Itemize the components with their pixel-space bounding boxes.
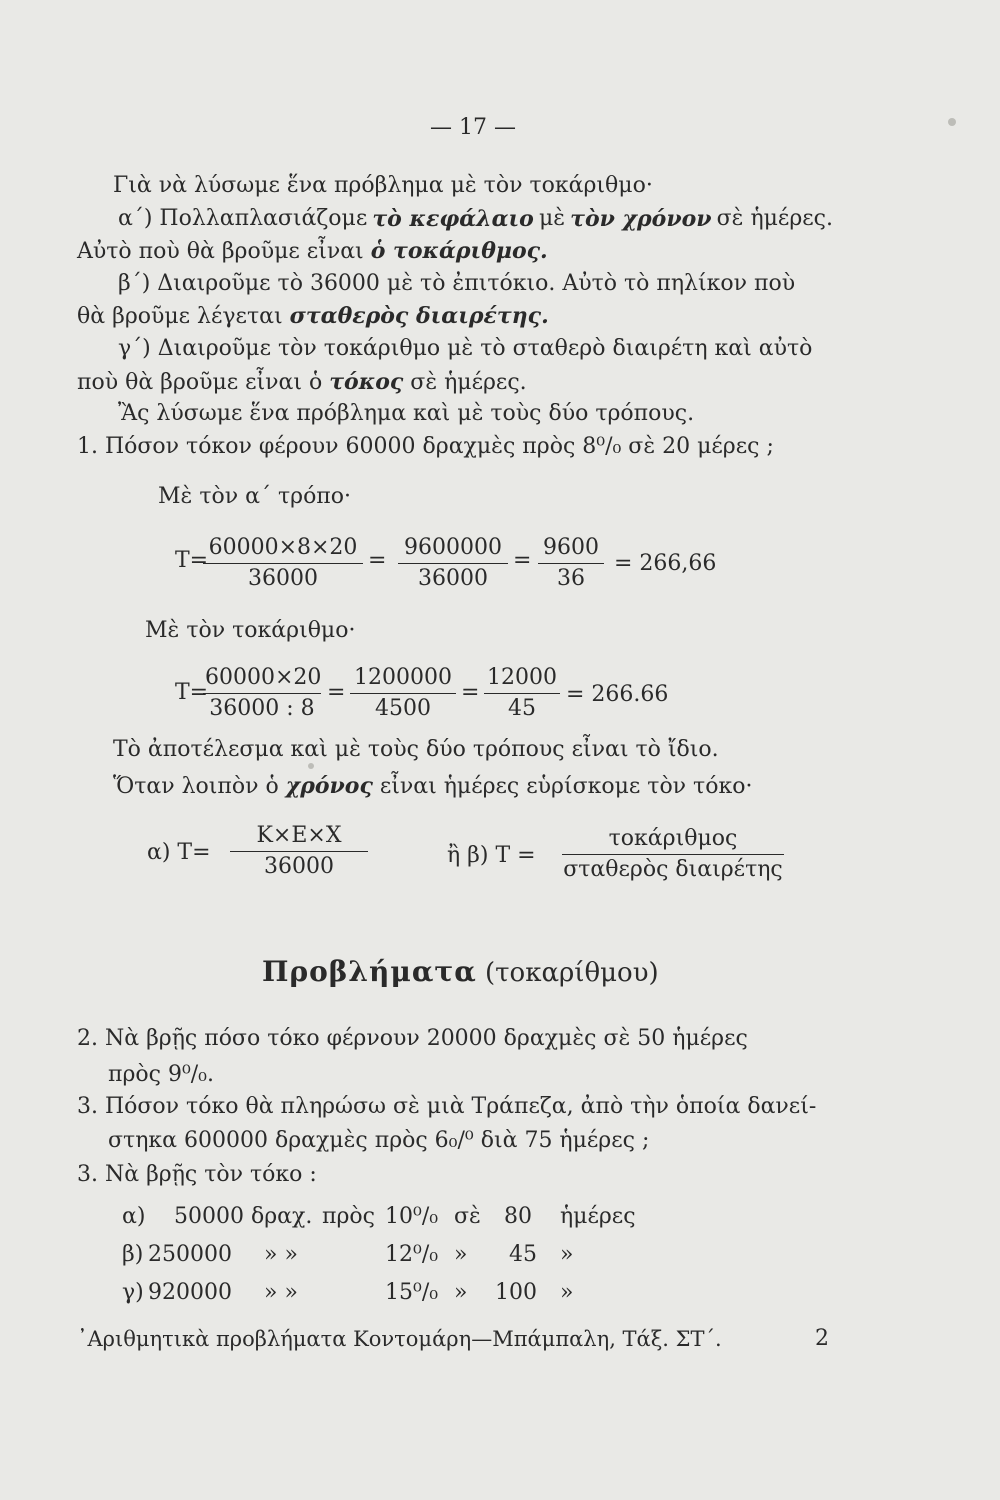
text-line: β΄) Διαιροῦμε τὸ 36000 μὲ τὸ ἐπιτόκιο. Αὐτὸ τὸ πηλίκον ποὺ: [118, 271, 796, 296]
text-line: Τὸ ἀποτέλεσμα καὶ μὲ τοὺς δύο τρόπους εἶναι τὸ ἴδιο.: [113, 737, 719, 762]
emphasis-xronon: τὸν χρόνον: [570, 206, 712, 232]
row-unit: ἡμέρες: [560, 1204, 636, 1229]
text-fragment: θὰ βροῦμε λέγεται: [77, 304, 283, 329]
fraction-denominator: σταθερὸς διαιρέτης: [563, 857, 783, 882]
fraction-denominator: 45: [508, 696, 536, 721]
fraction-numerator: 60000×8×20: [203, 535, 363, 564]
text-fragment: Ὅταν λοιπὸν ὁ: [113, 774, 279, 799]
row-days: 45: [509, 1242, 537, 1267]
equals-sign: =: [327, 680, 346, 705]
footer-signature-mark: 2: [815, 1326, 829, 1351]
row-unit: »: [560, 1280, 574, 1305]
row-days: 80: [504, 1204, 532, 1229]
fraction-numerator: 60000×20: [203, 665, 321, 694]
row-label: β): [122, 1242, 144, 1267]
method-b-label: Μὲ τὸν τοκάριθμο·: [145, 618, 356, 643]
row-amount: 50000 δραχ.: [174, 1204, 313, 1229]
text-line: [77, 237, 548, 266]
problem-1: 1. Πόσον τόκον φέρουν 60000 δραχμὲς πρὸς 8⁰/₀ σὲ 20 μέρες ;: [77, 434, 774, 459]
fraction: [203, 535, 363, 592]
row-amount: 250000: [148, 1242, 232, 1267]
formula-result: = 266.66: [566, 682, 669, 707]
problem-3-cont: στηκα 600000 δραχμὲς πρὸς 6₀/⁰ διὰ 75 ἡμέρες ;: [108, 1128, 650, 1153]
problem-2: 2. Νὰ βρῇς πόσο τόκο φέρνουν 20000 δραχμὲς σὲ 50 ἡμέρες: [77, 1026, 748, 1051]
fraction-denominator: 36000 : 8: [209, 696, 315, 721]
row-amount: 920000: [148, 1280, 232, 1305]
fraction-numerator: Κ×Ε×Χ: [230, 823, 368, 852]
text-fragment: μὲ: [538, 206, 566, 231]
fraction: [350, 665, 456, 722]
fraction-denominator: 36: [557, 566, 585, 591]
emphasis-tokarithmos: ὁ τοκάριθμος.: [370, 238, 548, 264]
equals-sign: =: [513, 548, 532, 573]
problem-2-cont: πρὸς 9⁰/₀.: [108, 1062, 214, 1087]
formula-lhs: Τ=: [175, 548, 209, 573]
fraction: [538, 535, 604, 592]
section-heading: [262, 957, 659, 988]
formula-result: = 266,66: [614, 551, 717, 576]
row-quote: σὲ: [454, 1204, 481, 1229]
fraction-denominator: 36000: [418, 566, 488, 591]
text-line: Ἂς λύσωμε ἕνα πρόβλημα καὶ μὲ τοὺς δύο τρόπους.: [118, 401, 695, 426]
fraction: [562, 826, 784, 883]
row-quote: » »: [264, 1280, 298, 1305]
footer-citation: ᾿Αριθμητικὰ προβλήματα Κοντομάρη—Μπάμπαλη, Τάξ. ΣΤ΄.: [77, 1327, 722, 1351]
heading-subtitle: (τοκαρίθμου): [485, 958, 659, 988]
row-label: α): [122, 1204, 146, 1229]
text-line: Γιὰ νὰ λύσωμε ἕνα πρόβλημα μὲ τὸν τοκάριθμο·: [113, 173, 653, 198]
row-rate: 10⁰/₀: [385, 1204, 439, 1229]
heading-title: Προβλήματα: [262, 955, 477, 988]
paper-speck: [948, 118, 956, 126]
row-quote: πρὸς: [322, 1204, 375, 1229]
row-days: 100: [495, 1280, 537, 1305]
text-line: [77, 368, 527, 397]
fraction-numerator: τοκάριθμος: [562, 826, 784, 855]
row-rate: 12⁰/₀: [385, 1242, 439, 1267]
formula-b-label: ἢ β) Τ =: [447, 843, 536, 868]
fraction-numerator: 12000: [484, 665, 560, 694]
paper-speck: [308, 763, 314, 769]
row-quote: »: [454, 1242, 468, 1267]
text-fragment: Αὐτὸ ποὺ θὰ βροῦμε εἶναι: [77, 239, 364, 264]
text-line: [77, 302, 549, 331]
text-line: [118, 205, 833, 233]
fraction: [484, 665, 560, 722]
row-label: γ): [122, 1280, 144, 1305]
problem-4: 3. Νὰ βρῇς τὸν τόκο :: [77, 1162, 317, 1187]
fraction: [203, 665, 321, 722]
fraction-denominator: 36000: [264, 854, 334, 879]
text-line: [113, 772, 752, 801]
row-rate: 15⁰/₀: [385, 1280, 439, 1305]
row-quote: »: [454, 1280, 468, 1305]
row-quote: » »: [264, 1242, 298, 1267]
emphasis-statheros-diairetis: σταθερὸς διαιρέτης.: [289, 303, 549, 329]
fraction-denominator: 4500: [375, 696, 431, 721]
emphasis-xronos: χρόνος: [285, 773, 373, 799]
fraction-numerator: 1200000: [350, 665, 456, 694]
method-a-label: Μὲ τὸν α΄ τρόπο·: [158, 484, 352, 509]
fraction: [230, 823, 368, 880]
emphasis-tokos: τόκος: [329, 369, 404, 395]
row-unit: »: [560, 1242, 574, 1267]
equals-sign: =: [368, 548, 387, 573]
text-fragment: ποὺ θὰ βροῦμε εἶναι ὁ: [77, 370, 323, 395]
fraction-numerator: 9600000: [398, 535, 508, 564]
page-number: — 17 —: [430, 115, 516, 140]
text-fragment: εἶναι ἡμέρες εὑρίσκομε τὸν τόκο·: [379, 774, 753, 799]
formula-a-label: α) Τ=: [147, 840, 211, 865]
problem-3: 3. Πόσον τόκο θὰ πληρώσω σὲ μιὰ Τράπεζα, ἀπὸ τὴν ὁποία δανεί-: [77, 1094, 817, 1119]
text-fragment: α΄) Πολλαπλασιάζομε: [118, 206, 368, 231]
fraction-denominator: 36000: [248, 566, 318, 591]
fraction: [398, 535, 508, 592]
equals-sign: =: [461, 680, 480, 705]
text-line: γ΄) Διαιροῦμε τὸν τοκάριθμο μὲ τὸ σταθερὸ διαιρέτη καὶ αὐτὸ: [118, 336, 813, 361]
fraction-numerator: 9600: [538, 535, 604, 564]
formula-lhs: Τ=: [175, 680, 209, 705]
emphasis-kefalaio: τὸ κεφάλαιο: [372, 206, 534, 232]
text-fragment: σὲ ἡμέρες.: [410, 370, 527, 395]
text-fragment: σὲ ἡμέρες.: [716, 206, 833, 231]
